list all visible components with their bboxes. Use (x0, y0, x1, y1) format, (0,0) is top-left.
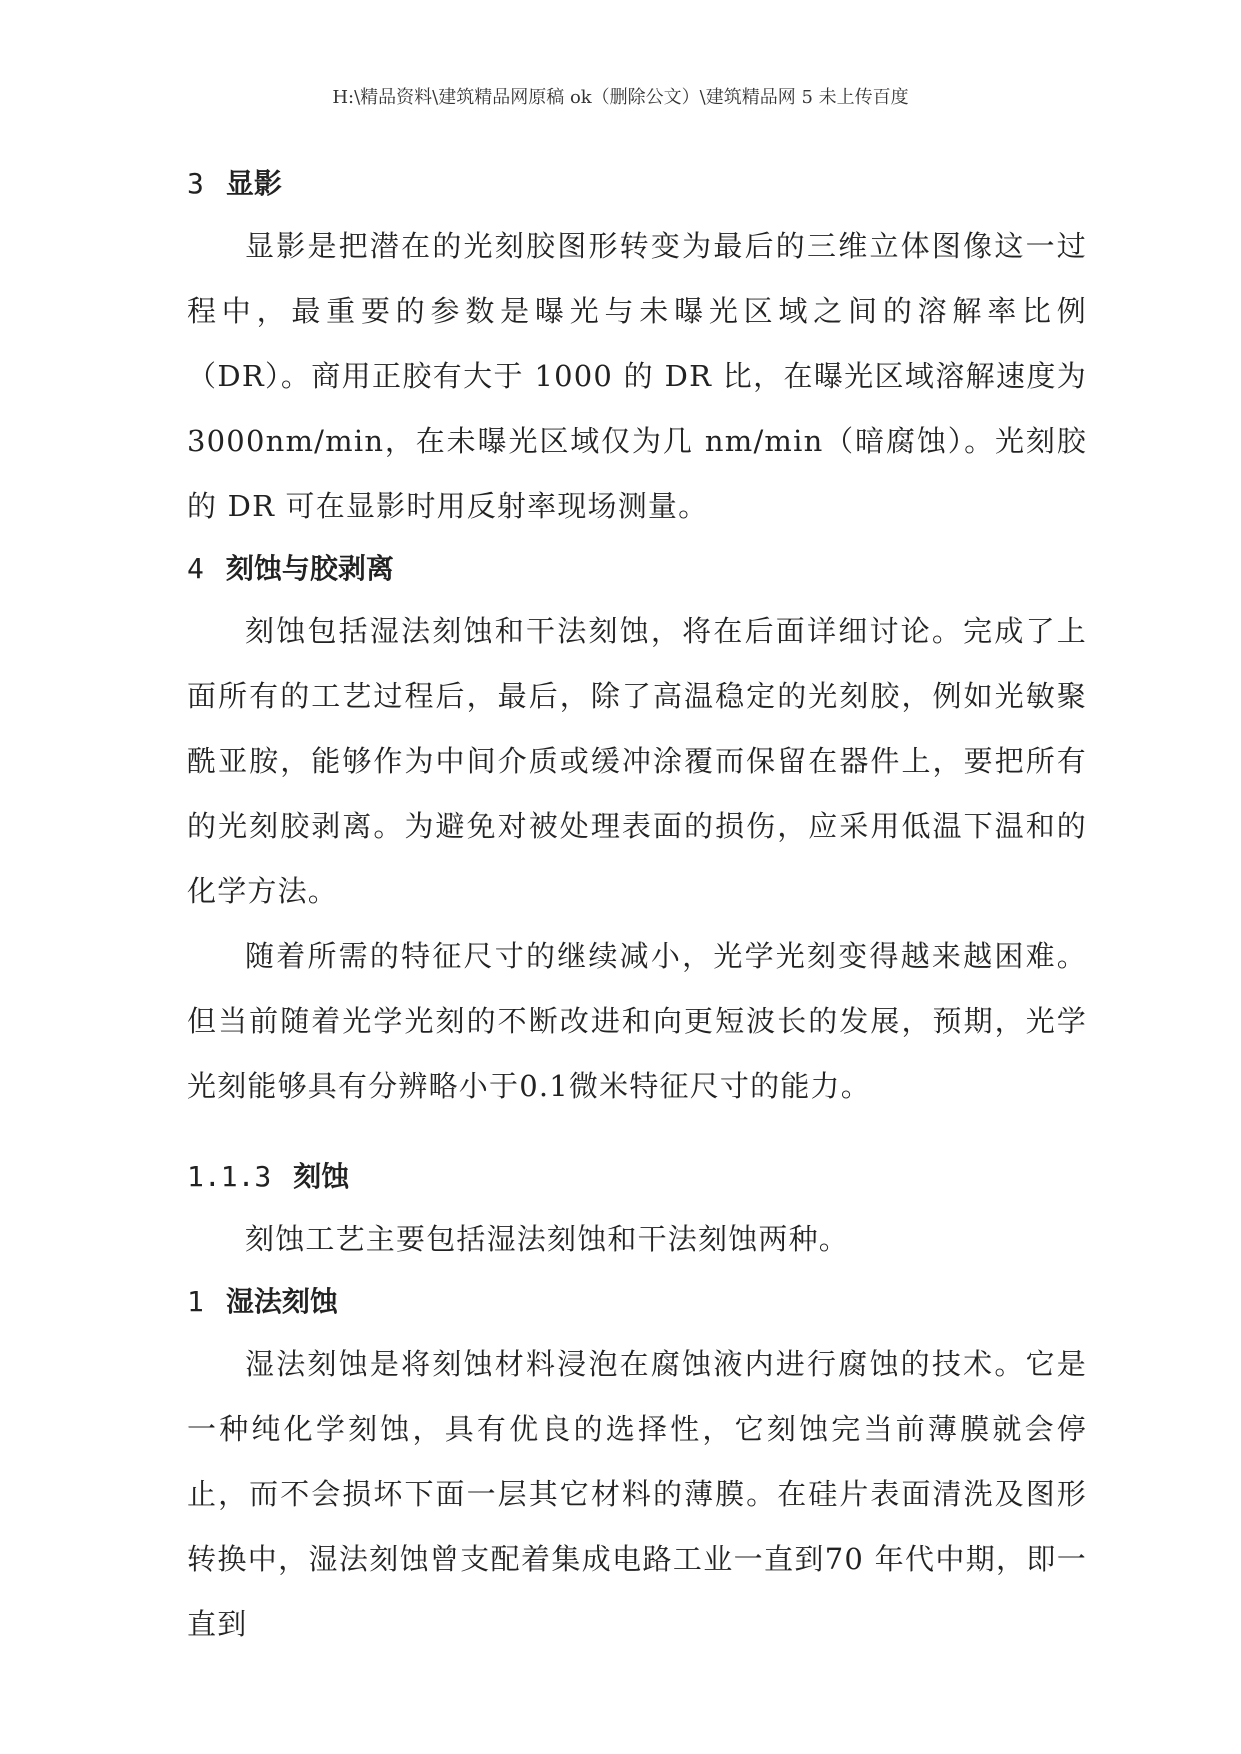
section-heading-etch-strip (187, 539, 1087, 599)
section-title: 刻蚀 (293, 1160, 350, 1193)
section-gap (187, 1119, 1087, 1147)
section-title: 显影 (225, 167, 282, 200)
paragraph-feature-size: 随着所需的特征尺寸的继续减小，光学光刻变得越来越困难。但当前随着光学光刻的不断改进和向更短波长的发展，预期，光学光刻能够具有分辨略小于0.1微米特征尺寸的能力。 (187, 939, 1087, 1103)
section-number: 4 (187, 552, 204, 585)
running-header: H:\精品资料\建筑精品网原稿 ok（删除公文）\建筑精品网 5 未上传百度 (332, 87, 909, 108)
section-number: 1 (187, 1285, 204, 1318)
paragraph-develop: 显影是把潜在的光刻胶图形转变为最后的三维立体图像这一过程中，最重要的参数是曝光与未曝光区域之间的溶解率比例（DR）。商用正胶有大于 1000 的 DR 比，在曝光区域溶解速度为 3000nm/min，在未曝光区域仅为几 nm/min（暗腐蚀）。光刻胶的 DR 可在显影时用反射率现场测量。 (187, 229, 1087, 523)
section-title: 湿法刻蚀 (225, 1285, 338, 1318)
section-number: 3 (187, 167, 204, 200)
section-number: 1.1.3 (187, 1160, 272, 1193)
section-heading-develop (187, 154, 1087, 214)
paragraph-etching-intro: 刻蚀工艺主要包括湿法刻蚀和干法刻蚀两种。 (245, 1222, 850, 1256)
paragraph-etch-strip: 刻蚀包括湿法刻蚀和干法刻蚀，将在后面详细讨论。完成了上面所有的工艺过程后，最后，除了高温稳定的光刻胶，例如光敏聚酰亚胺，能够作为中间介质或缓冲涂覆而保留在器件上，要把所有的光刻胶剥离。为避免对被处理表面的损伤，应采用低温下温和的化学方法。 (187, 614, 1087, 908)
paragraph-wet-etching: 湿法刻蚀是将刻蚀材料浸泡在腐蚀液内进行腐蚀的技术。它是一种纯化学刻蚀，具有优良的选择性，它刻蚀完当前薄膜就会停止，而不会损坏下面一层其它材料的薄膜。在硅片表面清洗及图形转换中，湿法刻蚀曾支配着集成电路工业一直到70 年代中期，即一直到 (187, 1347, 1087, 1641)
section-heading-etching (187, 1147, 1087, 1207)
section-heading-wet-etching (187, 1272, 1087, 1332)
section-title: 刻蚀与胶剥离 (225, 552, 394, 585)
document-body (187, 154, 1087, 1657)
